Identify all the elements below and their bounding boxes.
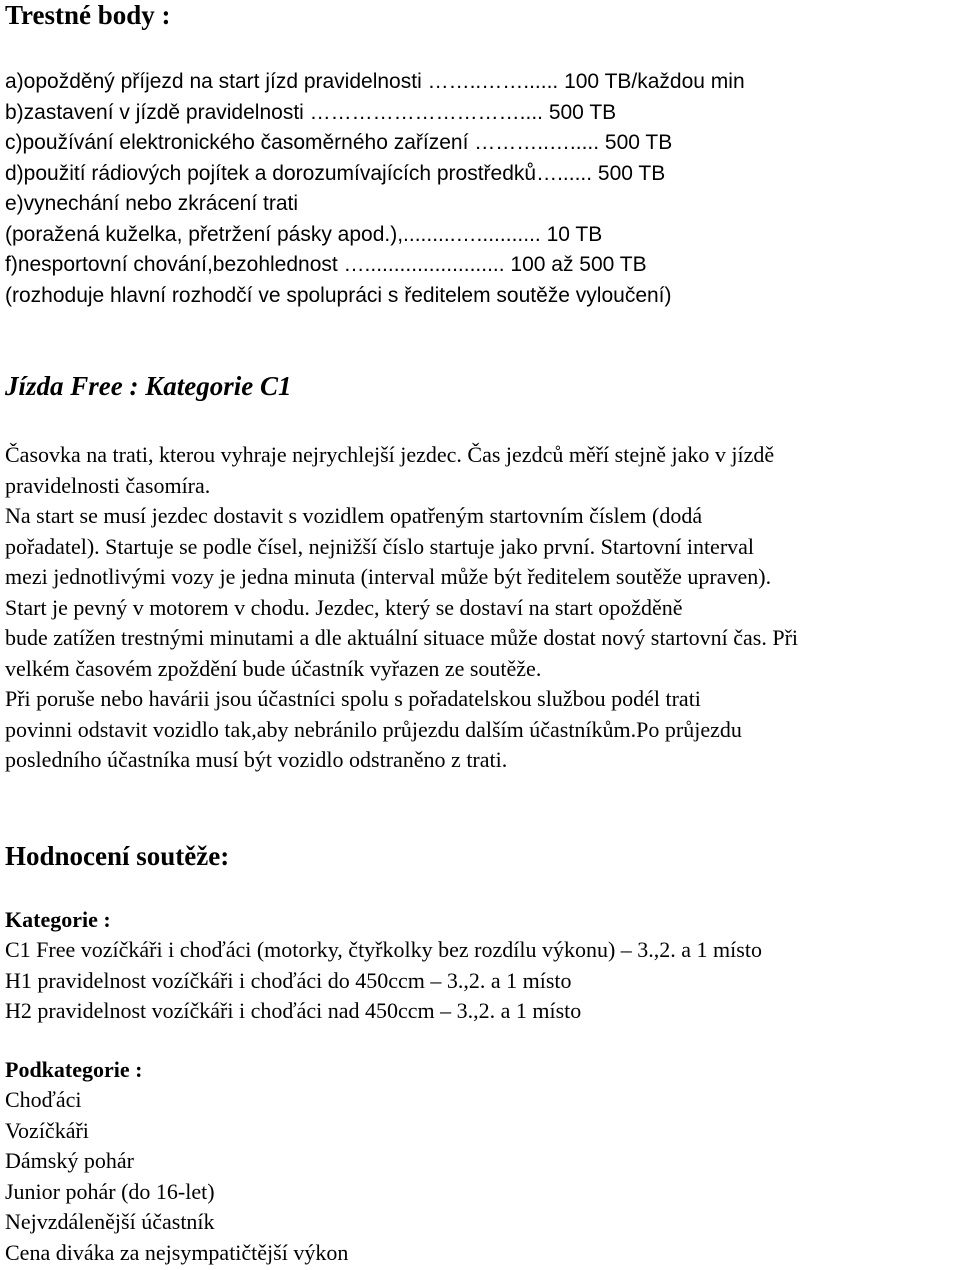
subcategory-item: Cena diváka za nejsympatičtější výkon <box>5 1239 349 1265</box>
penalties-list <box>5 67 745 311</box>
text-line: Časovka na trati, kterou vyhraje nejrychlejší jezdec. Čas jezdců měří stejně jako v jízdě <box>5 442 775 467</box>
text-line: povinni odstavit vozidlo tak,aby nebránilo průjezdu dalším účastníkům.Po průjezdu <box>5 716 742 742</box>
penalty-line: a)opožděný příjezd na start jízd pravidelnosti ……..……...... 100 TB/každou min <box>5 70 745 93</box>
text-line: Start je pevný v motorem v chodu. Jezdec, který se dostaví na start opožděně <box>5 594 683 620</box>
subcategories-label: Podkategorie : <box>5 1057 143 1082</box>
subcategory-item: Choďáci <box>5 1087 82 1112</box>
subcategory-item: Vozíčkáři <box>5 1117 89 1143</box>
subcategory-item: Dámský pohár <box>5 1148 134 1173</box>
subcategory-item: Junior pohár (do 16-let) <box>5 1178 215 1204</box>
category-item: H1 pravidelnost vozíčkáři i choďáci do 450ccm – 3.,2. a 1 místo <box>5 967 572 993</box>
evaluation-heading: Hodnocení soutěže: <box>5 841 230 871</box>
text-line: bude zatížen trestnými minutami a dle aktuální situace může dostat nový startovní čas. Při <box>5 625 799 650</box>
penalty-line: (poražená kuželka, přetržení pásky apod.),.........…........... 10 TB <box>5 222 603 246</box>
text-line: pravidelnosti časomíra. <box>5 472 211 498</box>
category-item: H2 pravidelnost vozíčkáři i choďáci nad 450ccm – 3.,2. a 1 místo <box>5 998 582 1023</box>
text-line: posledního účastníka musí být vozidlo odstraněno z trati. <box>5 747 508 772</box>
penalty-line: b)zastavení v jízdě pravidelnosti ………………………….... 500 TB <box>5 100 617 124</box>
text-line: pořadatel). Startuje se podle čísel, nejnižší číslo startuje jako první. Startovní interval <box>5 533 755 559</box>
text-line: mezi jednotlivými vozy je jedna minuta (interval může být ředitelem soutěže upraven). <box>5 564 772 589</box>
penalty-line: f)nesportovní chování,bezohlednost …........................ 100 až 500 TB <box>5 253 647 276</box>
penalty-line: c)používání elektronického časoměrného zařízení ………..…..... 500 TB <box>5 131 673 154</box>
subcategory-item: Nejvzdálenější účastník <box>5 1209 215 1234</box>
text-line: Při poruše nebo havárii jsou účastníci spolu s pořadatelskou službou podél trati <box>5 686 701 711</box>
text-line: Na start se musí jezdec dostavit s vozidlem opatřeným startovním číslem (dodá <box>5 503 703 528</box>
category-item: C1 Free vozíčkáři i choďáci (motorky, čtyřkolky bez rozdílu výkonu) – 3.,2. a 1 místo <box>5 937 762 962</box>
penalty-line: e)vynechání nebo zkrácení trati <box>5 192 298 215</box>
categories-label: Kategorie : <box>5 907 111 932</box>
categories-section <box>5 905 762 1027</box>
free-ride-heading: Jízda Free : Kategorie C1 <box>5 371 292 401</box>
penalty-line: d)použití rádiových pojítek a dorozumívajících prostředků…...... 500 TB <box>5 161 666 185</box>
penalty-line: (rozhoduje hlavní rozhodčí ve spolupráci s ředitelem soutěže vyloučení) <box>5 283 672 307</box>
free-ride-description <box>5 440 798 776</box>
penalties-title: Trestné body : <box>5 0 171 30</box>
text-line: velkém časovém zpoždění bude účastník vyřazen ze soutěže. <box>5 655 542 681</box>
subcategories-section <box>5 1055 348 1268</box>
